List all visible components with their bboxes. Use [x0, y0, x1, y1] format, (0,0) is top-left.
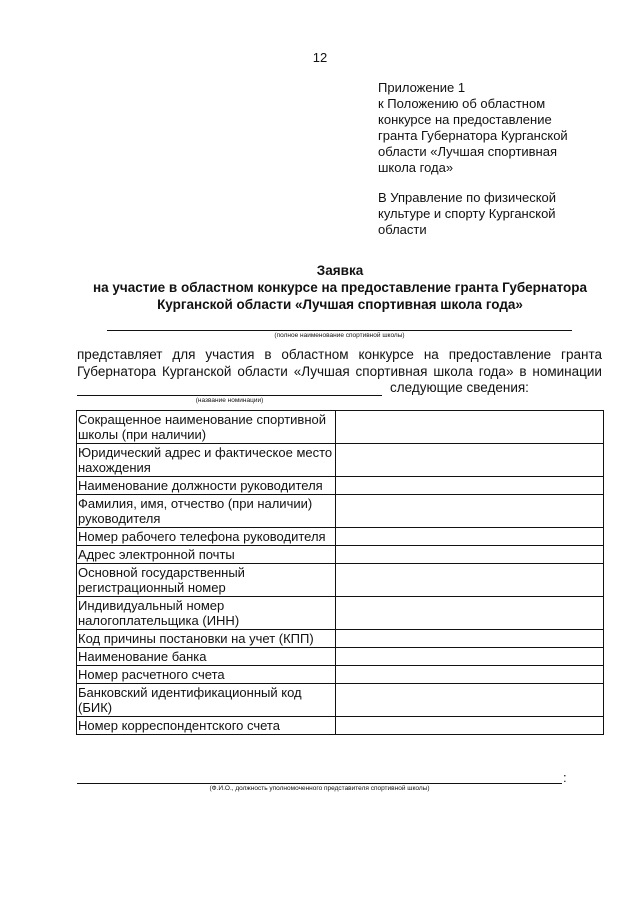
row-label: Адрес электронной почты	[77, 546, 336, 564]
word: на	[423, 347, 439, 362]
paragraph-line-3-end: следующие сведения:	[390, 380, 529, 395]
annex-line: конкурсе на предоставление	[378, 112, 552, 127]
row-label: Банковский идентификационный код (БИК)	[77, 684, 336, 717]
row-value-cell[interactable]	[336, 717, 604, 735]
row-label: Основной государственный регистрационный номер	[77, 564, 336, 597]
table-row	[77, 564, 604, 597]
word: номинации	[532, 364, 602, 379]
row-label: Код причины постановки на учет (КПП)	[77, 630, 336, 648]
word: гранта	[561, 347, 602, 362]
document-title	[60, 262, 620, 313]
word: для	[172, 347, 196, 362]
table-row	[77, 597, 604, 630]
addressee-line: культуре и спорту Курганской	[378, 206, 556, 221]
row-label: Номер расчетного счета	[77, 666, 336, 684]
title-line: Заявка	[316, 263, 364, 278]
word: в	[264, 347, 272, 362]
signature-fill-line[interactable]	[77, 783, 562, 784]
school-name-hint: (полное наименование спортивной школы)	[274, 332, 405, 339]
addressee-line: В Управление по физической	[378, 190, 557, 205]
row-value-cell[interactable]	[336, 564, 604, 597]
row-value-cell[interactable]	[336, 630, 604, 648]
word: предоставление	[448, 347, 552, 362]
row-value-cell[interactable]	[336, 648, 604, 666]
table-row	[77, 411, 604, 444]
row-value-cell[interactable]	[336, 666, 604, 684]
row-label: Сокращенное наименование спортивной школы (при наличии)	[77, 411, 336, 444]
word: спортивная	[355, 364, 428, 379]
annex-reference	[378, 80, 608, 176]
word: областном	[281, 347, 349, 362]
page-number: 12	[312, 50, 328, 65]
row-label: Фамилия, имя, отчество (при наличии) руководителя	[77, 495, 336, 528]
addressee-block	[378, 190, 608, 238]
table-row	[77, 477, 604, 495]
paragraph-line-1	[77, 346, 602, 363]
table-row	[77, 666, 604, 684]
row-label: Номер рабочего телефона руководителя	[77, 528, 336, 546]
word: представляет	[77, 347, 163, 362]
annex-line: Приложение 1	[378, 80, 466, 95]
table-row	[77, 717, 604, 735]
addressee-line: области	[378, 222, 427, 237]
annex-line: к Положению об областном	[378, 96, 546, 111]
table-row	[77, 648, 604, 666]
table-row	[77, 684, 604, 717]
paragraph-line-2	[77, 363, 602, 380]
row-label: Номер корреспондентского счета	[77, 717, 336, 735]
word: Губернатора	[77, 364, 157, 379]
signature-hint: (Ф.И.О., должность уполномоченного представителя спортивной школы)	[209, 785, 430, 792]
intro-paragraph	[77, 346, 602, 380]
nomination-hint: (название номинации)	[195, 397, 264, 404]
annex-line: школа года»	[378, 160, 454, 175]
annex-line: области «Лучшая спортивная	[378, 144, 558, 159]
word: конкурсе	[358, 347, 414, 362]
word: области	[237, 364, 288, 379]
title-line: Курганской области «Лучшая спортивная школа года»	[157, 297, 523, 312]
table-row	[77, 630, 604, 648]
table-row	[77, 495, 604, 528]
row-value-cell[interactable]	[336, 411, 604, 444]
row-label: Наименование должности руководителя	[77, 477, 336, 495]
word: в	[519, 364, 527, 379]
word: школа	[433, 364, 473, 379]
signature-colon: :	[563, 770, 567, 785]
row-value-cell[interactable]	[336, 684, 604, 717]
school-info-table	[76, 410, 604, 735]
row-value-cell[interactable]	[336, 528, 604, 546]
word: года»	[478, 364, 514, 379]
table-row	[77, 528, 604, 546]
row-value-cell[interactable]	[336, 444, 604, 477]
row-value-cell[interactable]	[336, 546, 604, 564]
row-label: Индивидуальный номер налогоплательщика (ИНН)	[77, 597, 336, 630]
row-value-cell[interactable]	[336, 597, 604, 630]
table-row	[77, 444, 604, 477]
word: «Лучшая	[293, 364, 350, 379]
row-label: Юридический адрес и фактическое место нахождения	[77, 444, 336, 477]
school-name-fill-line[interactable]	[107, 330, 572, 331]
row-value-cell[interactable]	[336, 477, 604, 495]
row-label: Наименование банка	[77, 648, 336, 666]
row-value-cell[interactable]	[336, 495, 604, 528]
annex-line: гранта Губернатора Курганской	[378, 128, 568, 143]
title-line: на участие в областном конкурсе на предоставление гранта Губернатора	[92, 280, 588, 295]
word: Курганской	[162, 364, 232, 379]
nomination-fill-line[interactable]	[77, 395, 382, 396]
word: участия	[205, 347, 255, 362]
table-row	[77, 546, 604, 564]
